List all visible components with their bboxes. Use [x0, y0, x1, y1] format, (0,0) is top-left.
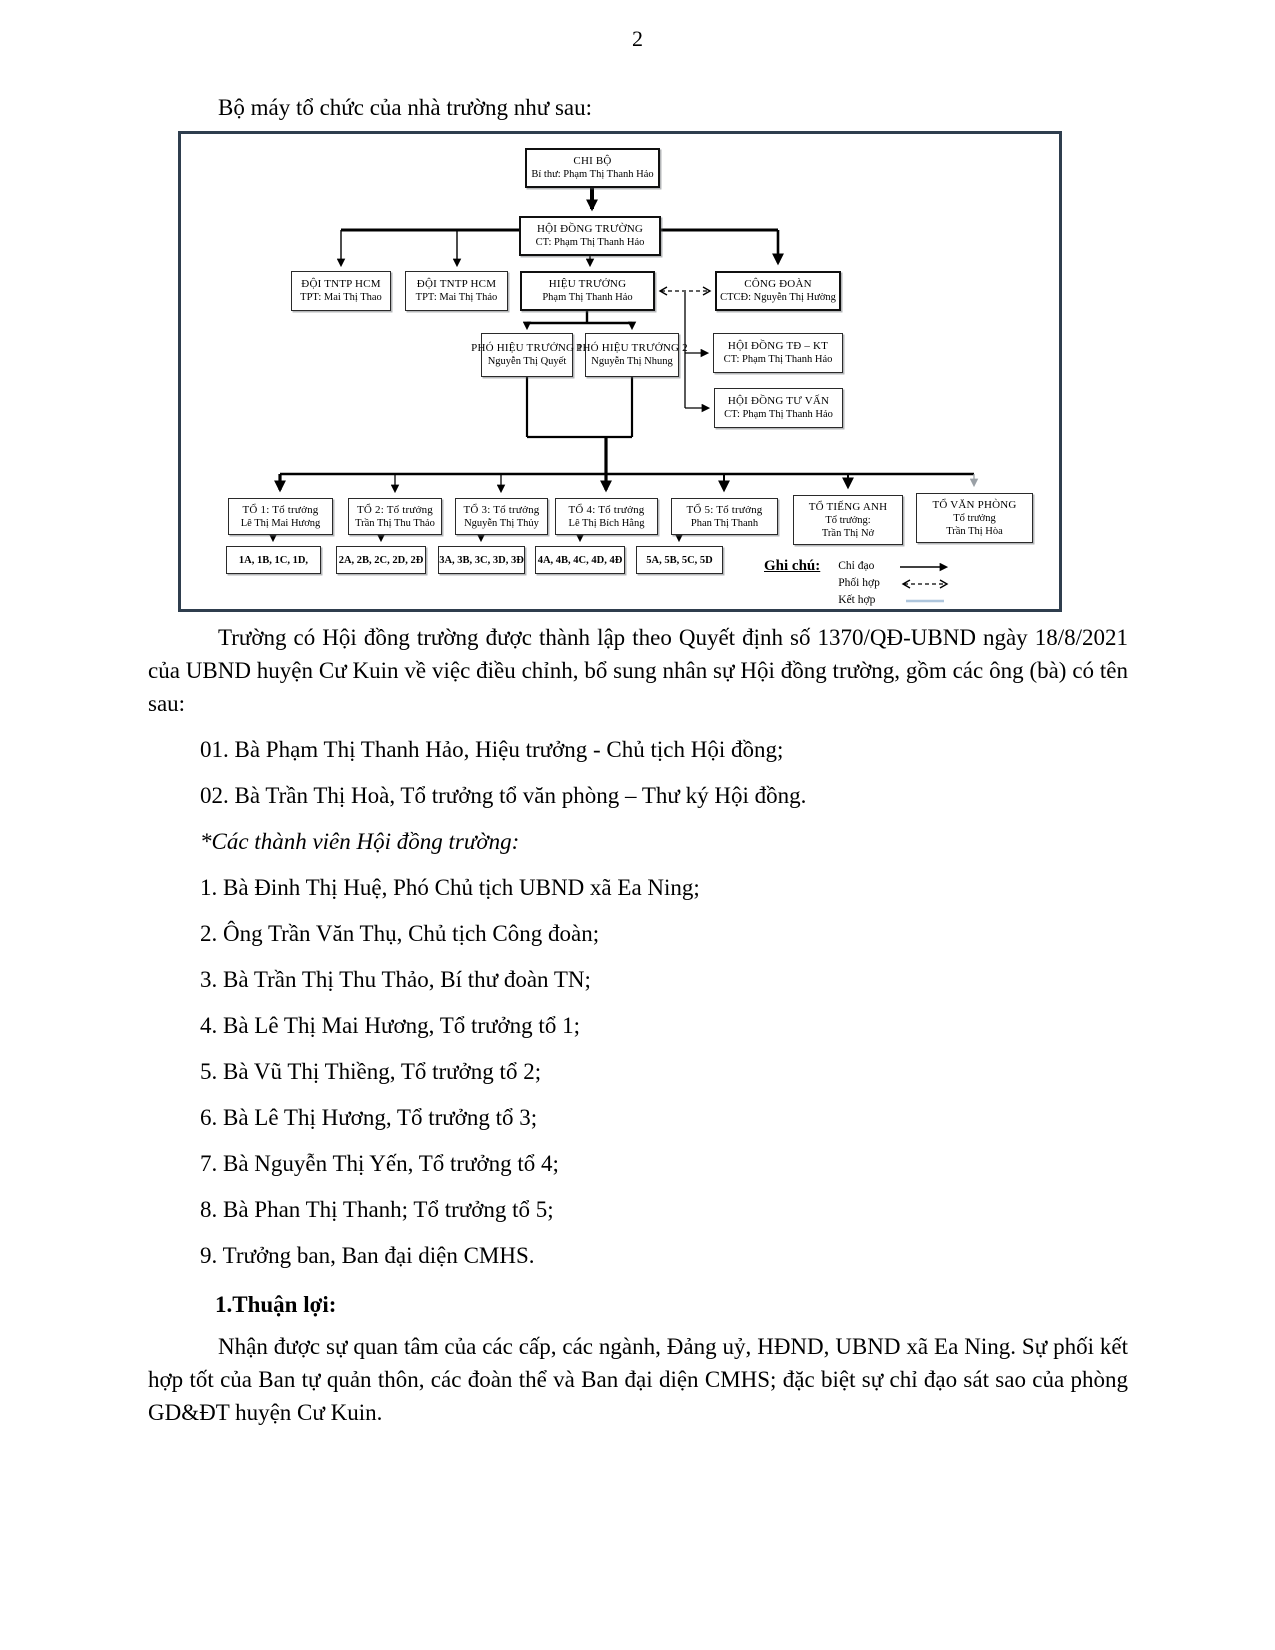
section-heading-thuan-loi: 1.Thuận lợi:: [215, 1292, 337, 1317]
legend-item-phoi-hop: [838, 577, 958, 590]
legend-label: Phối hợp: [838, 577, 880, 589]
org-node-subtitle: Nguyễn Thị Nhung: [591, 356, 673, 368]
org-node-to-2: [348, 498, 442, 535]
org-node-subtitle: Phan Thị Thanh: [690, 517, 759, 529]
legend-title: Ghi chú:: [764, 558, 821, 574]
org-node-to-4: [555, 498, 658, 535]
org-node-cong-doan: [715, 271, 841, 311]
list-item-member: 4. Bà Lê Thị Mai Hương, Tổ trưởng tổ 1;: [200, 1013, 580, 1038]
org-chart: [178, 131, 1062, 612]
class-box-khoi-5: 5A, 5B, 5C, 5D: [636, 546, 723, 574]
org-node-title: TỔ 4: Tổ trưởng: [568, 503, 645, 516]
org-node-subtitle: Tổ trưởng: [953, 512, 996, 524]
class-box-khoi-1: 1A, 1B, 1C, 1D,: [226, 546, 321, 574]
org-node-subtitle: Lê Thị Mai Hương: [240, 517, 321, 529]
org-node-title: TỔ TIẾNG ANH: [808, 500, 888, 513]
org-node-title: TỔ 5: Tổ trưởng: [686, 503, 763, 516]
class-box-khoi-2: 2A, 2B, 2C, 2D, 2Đ: [336, 546, 426, 574]
org-node-title: TỔ 3: Tổ trưởng: [463, 503, 540, 516]
paragraph-hoi-dong-truong: Trường có Hội đồng trường được thành lập theo Quyết định số 1370/QĐ-UBND ngày 18/8/2021 của UBND huyện Cư Kuin về việc điều chỉnh, bổ sung nhân sự Hội đồng trường, gồm các ông (bà) có tên sau:: [148, 625, 1128, 716]
class-box-khoi-3: 3A, 3B, 3C, 3D, 3Đ: [438, 546, 525, 574]
dashed-double-arrow-icon: [898, 578, 958, 590]
org-node-subtitle: Lê Thị Bích Hằng: [568, 517, 645, 529]
org-node-title: HỘI ĐỒNG TĐ – KT: [727, 340, 829, 353]
legend-item-ket-hop: [838, 594, 958, 607]
org-node-subtitle: Nguyễn Thị Thủy: [464, 517, 539, 529]
plain-line-icon: [898, 595, 958, 607]
document-body: [0, 91, 1275, 1429]
list-item-member: 1. Bà Đinh Thị Huệ, Phó Chủ tịch UBND xã Ea Ning;: [200, 875, 700, 900]
org-node-title: TỔ 1: Tổ trưởng: [242, 503, 319, 516]
org-node-title: CHI BỘ: [573, 155, 612, 168]
org-node-subtitle: Phạm Thị Thanh Hảo: [542, 292, 633, 304]
org-node-to-tieng-anh: [793, 495, 903, 545]
list-item-member: 5. Bà Vũ Thị Thiềng, Tổ trưởng tổ 2;: [200, 1059, 542, 1084]
org-node-hoi-dong-truong: [519, 216, 661, 256]
org-node-hoi-dong-tu-van: [714, 388, 843, 428]
org-node-subtitle: Nguyễn Thị Quyết: [487, 356, 567, 368]
org-node-to-5: [671, 498, 778, 535]
org-node-doi-tntp-2: [405, 271, 508, 311]
org-node-hieu-truong: [520, 271, 655, 311]
org-node-title: PHÓ HIỆU TRƯỞNG 2: [576, 342, 688, 355]
org-node-pho-hieu-truong-1: [471, 333, 583, 377]
org-node-chi-bo: [525, 148, 660, 188]
list-item-officer: 01. Bà Phạm Thị Thanh Hảo, Hiệu trưởng - Chủ tịch Hội đồng;: [200, 737, 784, 762]
org-node-title: PHÓ HIỆU TRƯỞNG 1: [471, 342, 583, 355]
org-node-title: HỘI ĐỒNG TRƯỜNG: [536, 223, 644, 236]
paragraph-thuan-loi: Nhận được sự quan tâm của các cấp, các ngành, Đảng uỷ, HĐND, UBND xã Ea Ning. Sự phối kết hợp tốt của Ban tự quản thôn, các đoàn thể và Ban đại diện CMHS; đặc biệt sự chỉ đạo sát sao của phòng GD&ĐT huyện Cư Kuin.: [148, 1334, 1128, 1425]
org-node-title: ĐỘI TNTP HCM: [301, 278, 381, 291]
org-node-subtitle: Trần Thị Thu Thảo: [355, 517, 435, 529]
list-item-officer: 02. Bà Trần Thị Hoà, Tổ trưởng tổ văn phòng – Thư ký Hội đồng.: [200, 783, 807, 808]
chart-legend: [764, 548, 958, 607]
org-node-to-1: [228, 498, 333, 535]
legend-label: Kết hợp: [838, 594, 876, 606]
org-node-hoi-dong-td-kt: [713, 333, 843, 373]
org-node-title: TỔ 2: Tổ trưởng: [357, 503, 433, 516]
org-node-subtitle: CT: Phạm Thị Thanh Hảo: [723, 354, 833, 366]
list-item-member: 7. Bà Nguyễn Thị Yến, Tổ trưởng tổ 4;: [200, 1151, 559, 1176]
class-box-khoi-4: 4A, 4B, 4C, 4D, 4Đ: [535, 546, 625, 574]
org-node-subtitle: TPT: Mai Thị Thao: [300, 292, 382, 304]
org-node-title: TỔ VĂN PHÒNG: [932, 498, 1017, 511]
org-node-title: CÔNG ĐOÀN: [744, 278, 812, 291]
solid-arrow-icon: [898, 561, 958, 573]
org-node-subtitle: CTCĐ: Nguyễn Thị Hường: [720, 292, 836, 304]
org-node-title: HIỆU TRƯỞNG: [548, 278, 627, 291]
list-item-member: 9. Trưởng ban, Ban đại diện CMHS.: [200, 1243, 535, 1268]
org-node-title: HỘI ĐỒNG TƯ VẤN: [727, 395, 830, 408]
org-node-title: ĐỘI TNTP HCM: [416, 278, 497, 291]
org-node-subtitle: Bí thư: Phạm Thị Thanh Hảo: [531, 169, 654, 181]
org-node-subtitle: Tổ trưởng:: [825, 514, 871, 526]
page-number: 2: [632, 26, 643, 51]
list-item-member: 8. Bà Phan Thị Thanh; Tổ trưởng tổ 5;: [200, 1197, 554, 1222]
org-node-subtitle: TPT: Mai Thị Thảo: [415, 292, 498, 304]
org-node-subtitle: Trần Thị Nở: [821, 528, 875, 539]
list-item-member: 6. Bà Lê Thị Hương, Tổ trưởng tổ 3;: [200, 1105, 538, 1130]
list-item-member: 2. Ông Trần Văn Thụ, Chủ tịch Công đoàn;: [200, 921, 600, 946]
org-node-subtitle: CT: Phạm Thị Thanh Hảo: [724, 409, 833, 421]
legend-item-chi-dao: [838, 560, 958, 573]
legend-label: Chỉ đạo: [838, 560, 875, 572]
org-node-subtitle: Trần Thị Hòa: [946, 526, 1003, 537]
org-node-pho-hieu-truong-2: [576, 333, 688, 377]
org-node-subtitle: CT: Phạm Thị Thanh Hảo: [535, 237, 645, 249]
org-node-doi-tntp-1: [291, 271, 391, 311]
intro-line: Bộ máy tổ chức của nhà trường như sau:: [218, 95, 593, 120]
legend-rows: [838, 560, 958, 607]
org-node-to-3: [455, 498, 548, 535]
members-heading: *Các thành viên Hội đồng trường:: [200, 829, 520, 854]
org-node-to-van-phong: [916, 493, 1033, 543]
list-item-member: 3. Bà Trần Thị Thu Thảo, Bí thư đoàn TN;: [200, 967, 591, 992]
